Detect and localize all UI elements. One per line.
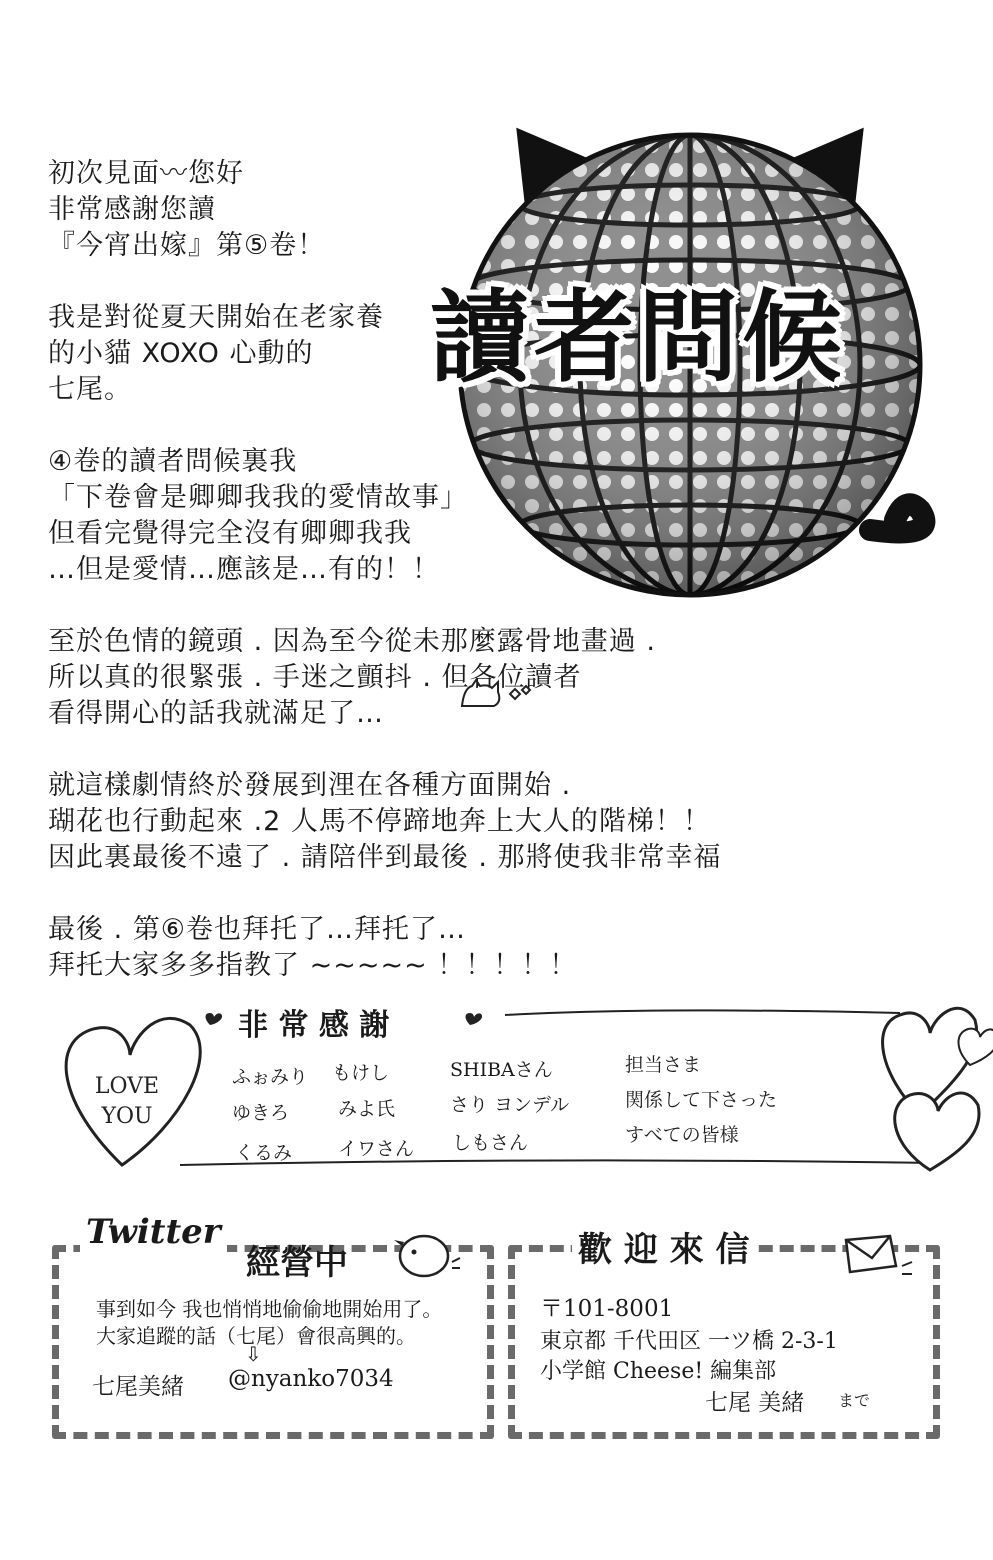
greeting-line: 我是對從夏天開始在老家養 xyxy=(48,302,384,333)
thanks-name: もけし xyxy=(332,1062,390,1084)
bird-icon xyxy=(392,1228,466,1280)
thanks-name: みよ氏 xyxy=(338,1098,396,1120)
twitter-line-2: 大家追蹤的話（七尾）會很高興的。 xyxy=(96,1324,416,1348)
thanks-frame xyxy=(50,985,993,1185)
postal-code: 〒101-8001 xyxy=(540,1296,674,1322)
greeting-line xyxy=(48,876,722,912)
thanks-name: くるみ xyxy=(235,1142,293,1164)
thanks-name: さり ヨンデル xyxy=(450,1094,570,1116)
you-text: YOU xyxy=(101,1104,153,1129)
greeting-line: 瑚花也行動起來 .2 人馬不停蹄地奔上大人的階梯！！ xyxy=(48,806,711,837)
greeting-line: ④卷的讀者問候裏我 xyxy=(48,446,298,477)
letters-title: 歡 迎 來 信 xyxy=(572,1222,756,1271)
greeting-line xyxy=(48,732,722,768)
greeting-line: 就這樣劇情終於發展到浬在各種方面開始 . xyxy=(48,770,572,801)
thanks-name: すべての皆様 xyxy=(625,1124,739,1146)
thanks-name: ふぉみり xyxy=(232,1066,309,1088)
greeting-line: 『今宵出嫁』第⑤卷！ xyxy=(48,230,326,261)
twitter-title-jp: 經營中 xyxy=(246,1243,348,1283)
thanks-name: 関係して下さった xyxy=(625,1089,778,1111)
cat-doodle-icon xyxy=(458,678,538,712)
greeting-line: 看得開心的話我就滿足了… xyxy=(48,698,384,729)
thanks-name: ゆきろ xyxy=(232,1102,290,1124)
greeting-line: 但看完覺得完全沒有卿卿我我 xyxy=(48,518,412,549)
twitter-line-1: 事到如今 我也悄悄地偷偷地開始用了。 xyxy=(96,1297,443,1321)
greeting-line: 初次見面〰您好 xyxy=(48,158,244,189)
greeting-line: 非常感謝您讀 xyxy=(48,194,216,225)
page-title: 讀者問候 xyxy=(430,279,846,396)
greeting-line: …但是愛情…應該是…有的！！ xyxy=(48,554,440,585)
greeting-text xyxy=(48,156,722,984)
thanks-name: SHIBAさん xyxy=(450,1059,553,1081)
thanks-title: 非 常 感 謝 xyxy=(238,1008,390,1043)
twitter-handle[interactable]: @nyanko7034 xyxy=(228,1366,394,1392)
greeting-line: 「下卷會是卿卿我我的愛情故事」 xyxy=(48,482,468,513)
greeting-line xyxy=(48,588,722,624)
greeting-line: 最後 . 第⑥卷也拜托了…拜托了… xyxy=(48,914,466,945)
greeting-line xyxy=(48,264,722,300)
love-text: LOVE xyxy=(94,1074,160,1099)
thanks-name: しもさん xyxy=(452,1132,529,1154)
down-arrow-icon: ⇩ xyxy=(245,1342,262,1366)
thanks-name: 担当さま xyxy=(625,1054,702,1076)
greeting-line: 至於色情的鏡頭 . 因為至今從未那麼露骨地畫過 . xyxy=(48,626,656,657)
greeting-line: 七尾。 xyxy=(48,374,132,405)
address-line-2: 小学館 Cheese! 編集部 xyxy=(540,1359,777,1384)
greeting-line: 所以真的很緊張 . 手迷之顫抖 . 但各位讀者 xyxy=(48,662,582,693)
greeting-line: 拜托大家多多指教了 ~~~~~ ！！！！！ xyxy=(48,950,578,981)
greeting-line: 的小貓 XOXO 心動的 xyxy=(48,338,314,369)
recipient-suffix: まで xyxy=(838,1391,871,1410)
recipient-name: 七尾 美緒 xyxy=(705,1390,805,1416)
envelope-icon xyxy=(840,1230,920,1280)
address-line-1: 東京都 千代田区 一ツ橋 2-3-1 xyxy=(540,1329,838,1354)
twitter-title-en: Twitter xyxy=(80,1212,227,1252)
thanks-name: イワさん xyxy=(338,1138,415,1160)
twitter-author-name: 七尾美緒 xyxy=(92,1374,184,1400)
love-you-text xyxy=(82,1072,172,1132)
greeting-line: 因此裏最後不遠了 . 請陪伴到最後 . 那將使我非常幸福 xyxy=(48,842,722,873)
greeting-line xyxy=(48,408,722,444)
